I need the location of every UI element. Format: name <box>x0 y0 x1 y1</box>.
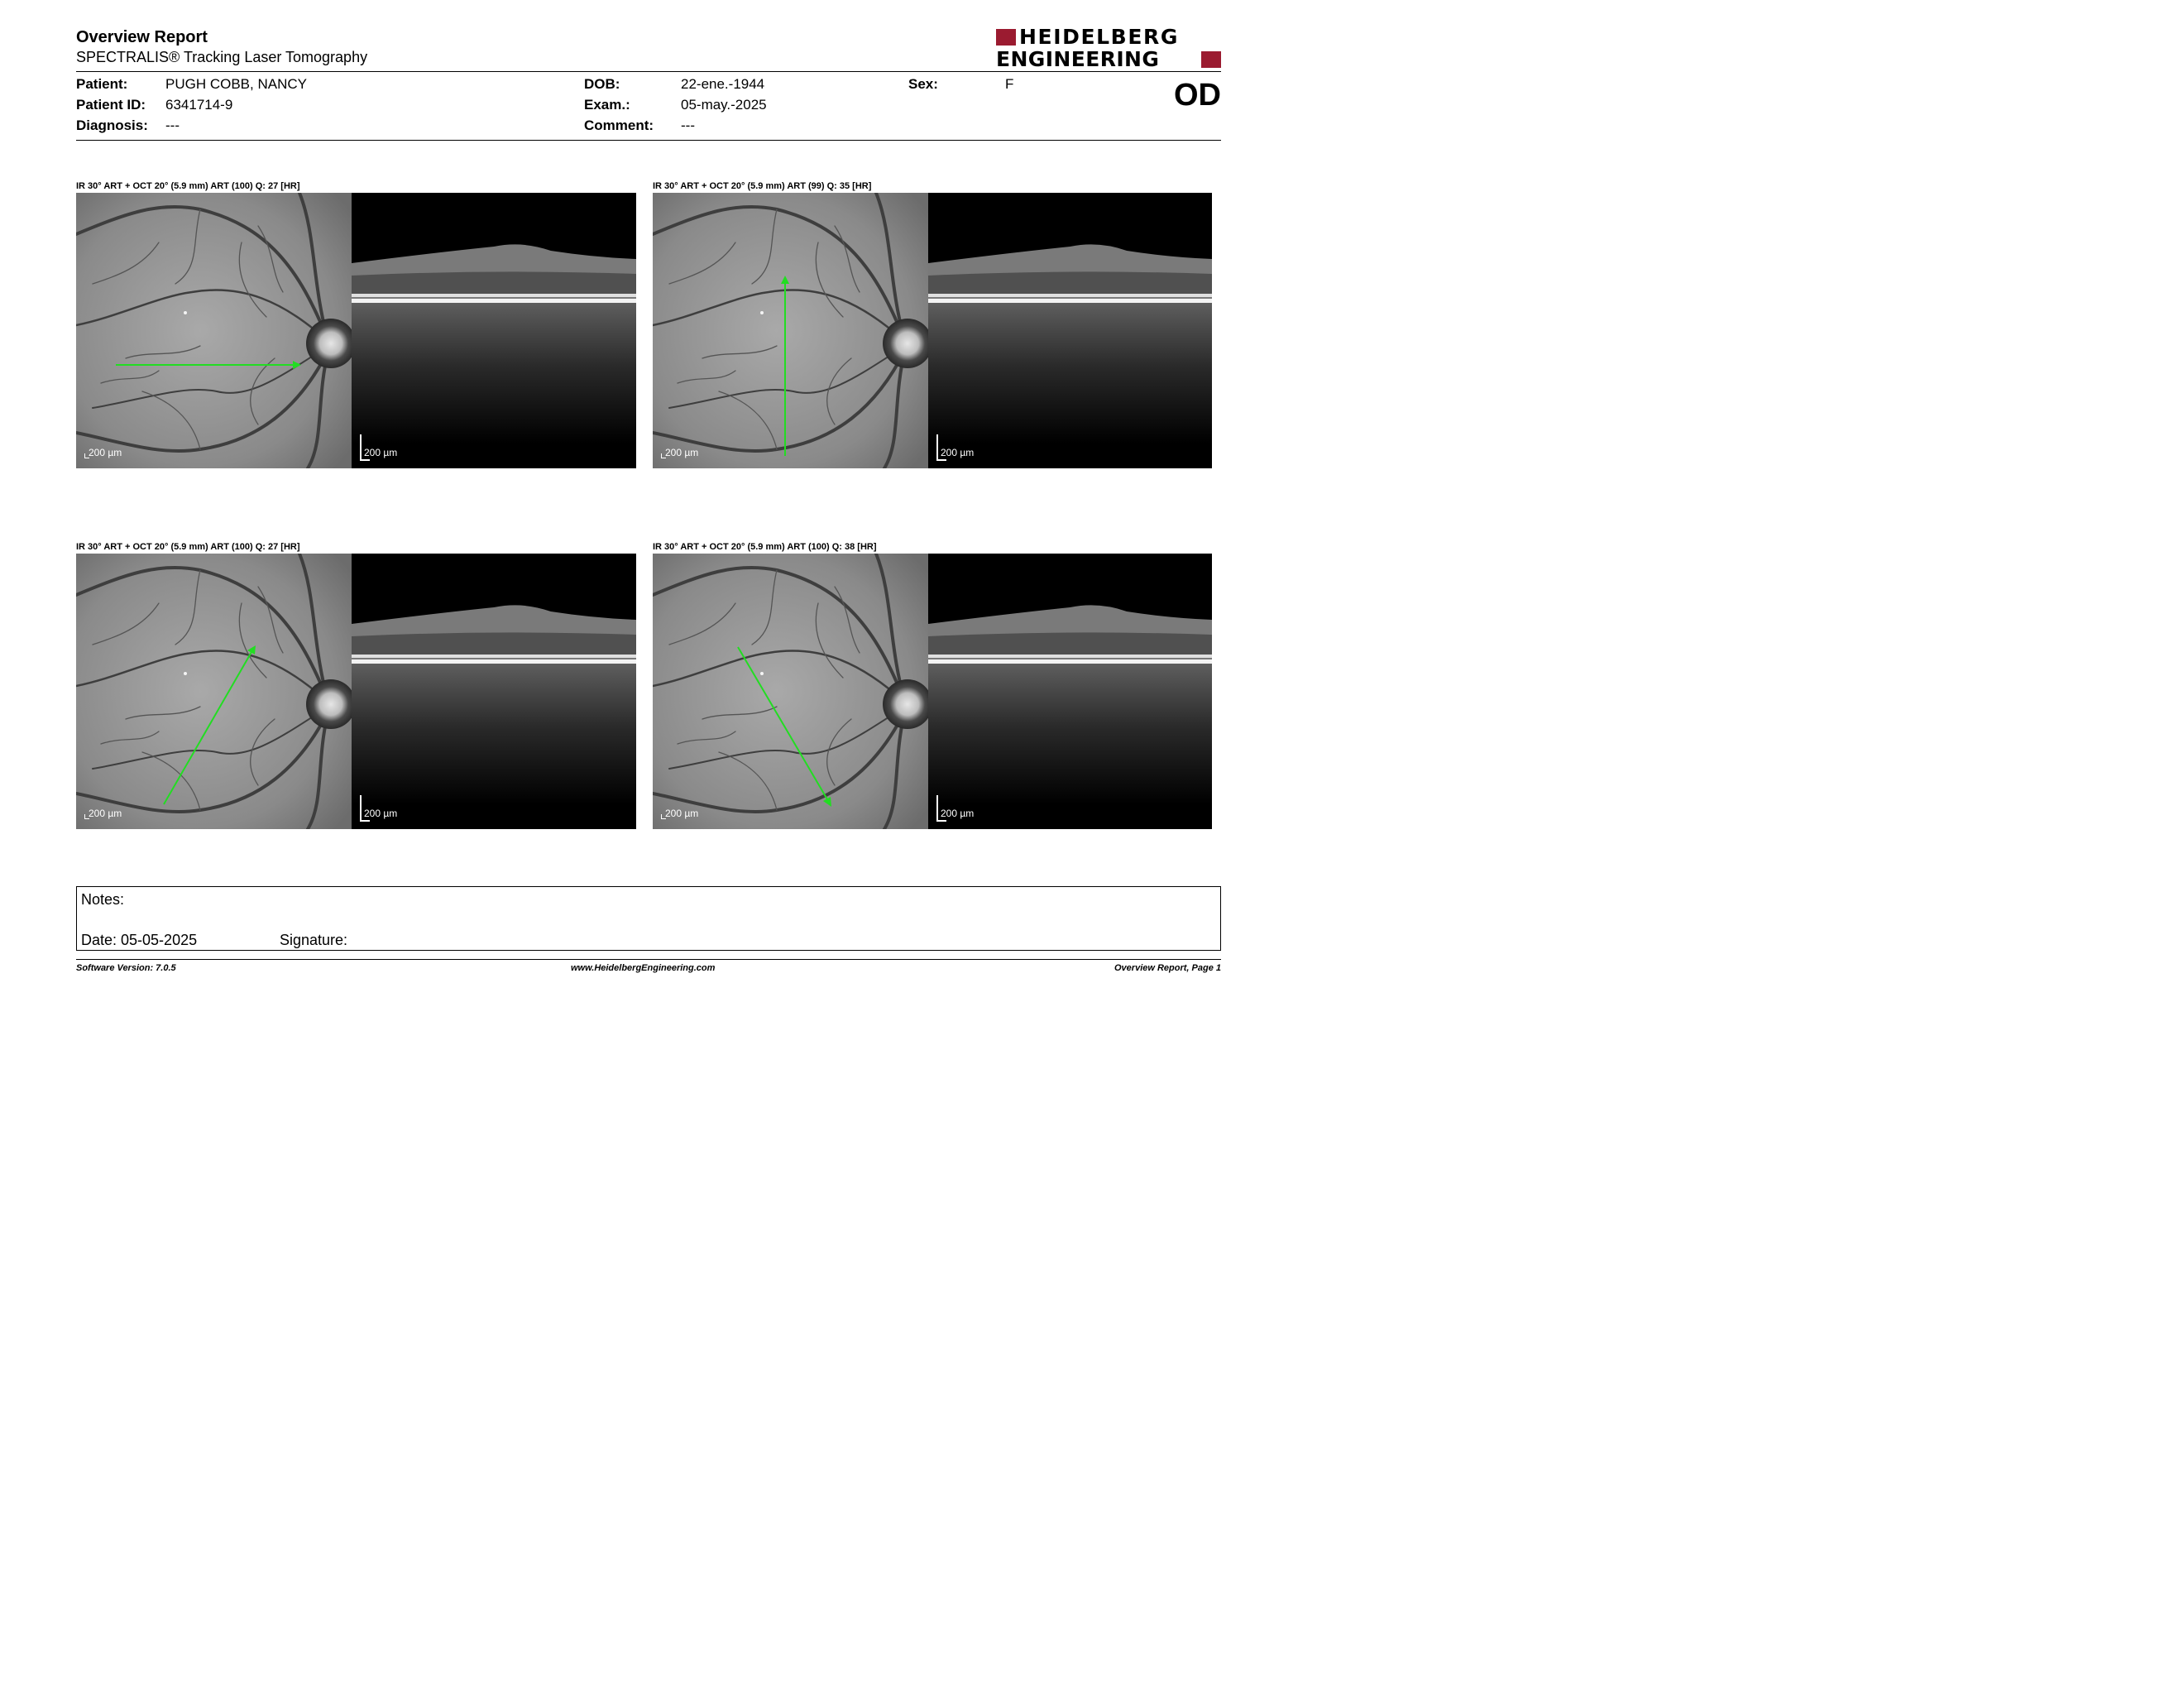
patient-rule <box>76 140 1221 141</box>
footer-rule <box>76 959 1221 960</box>
scale-label: 200 µm <box>89 808 122 819</box>
heidelberg-logo <box>996 26 1221 70</box>
exam-label: Exam.: <box>584 97 630 113</box>
notes-label: Notes: <box>81 891 125 908</box>
sex-label: Sex: <box>908 76 938 92</box>
scan-caption: IR 30° ART + OCT 20° (5.9 mm) ART (100) Q: 38 [HR] <box>653 542 877 552</box>
scan-caption: IR 30° ART + OCT 20° (5.9 mm) ART (99) Q: 35 [HR] <box>653 181 872 191</box>
page-number: Overview Report, Page 1 <box>1114 963 1221 973</box>
notes-date: Date: 05-05-2025 <box>81 932 198 948</box>
scale-label: 200 µm <box>941 447 975 458</box>
logo-text-line1: HEIDELBERG <box>1019 25 1179 49</box>
exam-value: 05-may.-2025 <box>681 97 767 113</box>
scan-line-arrow[interactable] <box>653 554 928 829</box>
scale-label: 200 µm <box>665 447 699 458</box>
fundus-ir-image[interactable] <box>653 193 928 468</box>
sex-value: F <box>1005 76 1014 92</box>
notes-box[interactable] <box>76 886 1221 951</box>
patient-id-label: Patient ID: <box>76 97 146 113</box>
eye-side-label: OD <box>1174 78 1221 113</box>
logo-text-line2: ENGINEERING <box>996 47 1160 71</box>
comment-label: Comment: <box>584 117 654 133</box>
oct-bscan-graphic <box>928 193 1212 468</box>
scale-label: 200 µm <box>364 808 398 819</box>
scan-line-arrow[interactable] <box>76 193 352 468</box>
diagnosis-value: --- <box>165 117 180 133</box>
diagnosis-label: Diagnosis: <box>76 117 148 133</box>
patient-id: 6341714-9 <box>165 97 233 113</box>
report-subtitle: SPECTRALIS® Tracking Laser Tomography <box>76 49 368 65</box>
oct-bscan-image <box>928 554 1212 829</box>
oct-bscan-image <box>928 193 1212 468</box>
oct-bscan-image <box>352 554 636 829</box>
fundus-ir-image[interactable] <box>76 554 352 829</box>
comment-value: --- <box>681 117 695 133</box>
website-link[interactable]: www.HeidelbergEngineering.com <box>571 963 716 973</box>
scan-line-arrow[interactable] <box>653 193 928 468</box>
oct-bscan-graphic <box>928 554 1212 829</box>
report-title: Overview Report <box>76 28 208 46</box>
patient-label: Patient: <box>76 76 128 92</box>
scan-line-arrow[interactable] <box>76 554 352 829</box>
logo-square-bottom <box>1201 51 1221 68</box>
signature-label: Signature: <box>280 932 348 948</box>
scale-label: 200 µm <box>665 808 699 819</box>
oct-bscan-graphic <box>352 193 636 468</box>
fundus-ir-image[interactable] <box>76 193 352 468</box>
dob-label: DOB: <box>584 76 620 92</box>
scan-caption: IR 30° ART + OCT 20° (5.9 mm) ART (100) Q: 27 [HR] <box>76 542 300 552</box>
oct-bscan-image <box>352 193 636 468</box>
software-version: Software Version: 7.0.5 <box>76 963 176 973</box>
scan-caption: IR 30° ART + OCT 20° (5.9 mm) ART (100) Q: 27 [HR] <box>76 181 300 191</box>
scale-label: 200 µm <box>364 447 398 458</box>
oct-bscan-graphic <box>352 554 636 829</box>
scale-label: 200 µm <box>89 447 122 458</box>
header-rule <box>76 71 1221 72</box>
scale-label: 200 µm <box>941 808 975 819</box>
dob-value: 22-ene.-1944 <box>681 76 765 92</box>
patient-name: PUGH COBB, NANCY <box>165 76 307 92</box>
fundus-ir-image[interactable] <box>653 554 928 829</box>
